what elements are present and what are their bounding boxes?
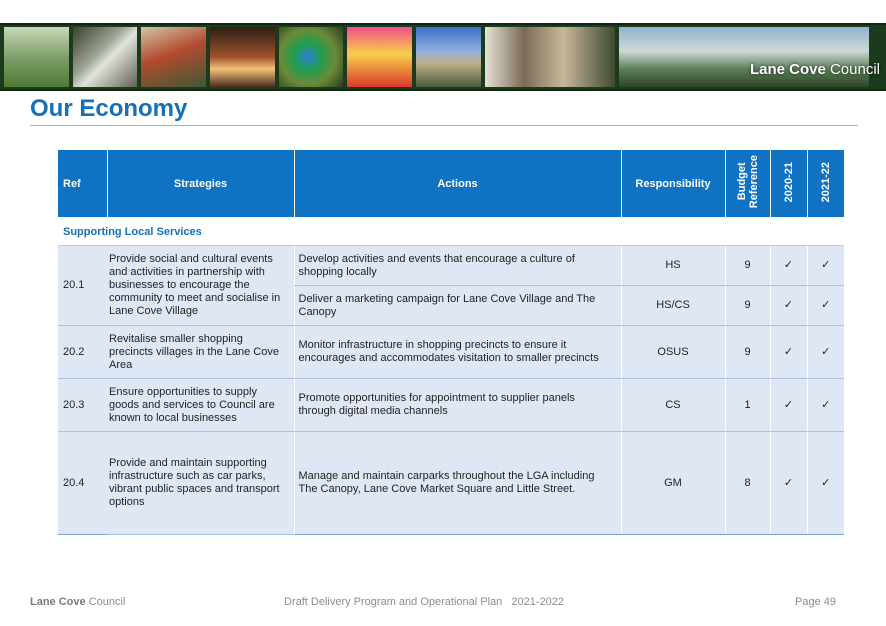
action-cell: Develop activities and events that encourage a culture of shopping locally [294,246,621,286]
year1-check: ✓ [770,286,807,326]
header-year-2020-21 [770,150,807,217]
waterfall-photo [73,27,137,87]
building-photo [416,27,481,87]
header-banner [0,23,886,91]
ref-cell: 20.2 [58,326,107,379]
table-header-row [58,150,844,217]
responsibility-cell: OSUS [621,326,725,379]
lorikeet-photo [279,27,343,87]
dancer-photo [347,27,412,87]
budget-cell: 8 [725,432,770,535]
title-divider [30,125,858,126]
footer-page-number: Page 49 [795,596,836,608]
section-title: Supporting Local Services [58,217,844,246]
year2-check: ✓ [807,286,844,326]
budget-cell: 9 [725,246,770,286]
responsibility-cell: GM [621,432,725,535]
dining-photo [210,27,275,87]
strategy-cell: Ensure opportunities to supply goods and services to Council are known to local businesses [107,379,294,432]
header-budget-label: Budget Reference [735,155,760,209]
header-year2-label: 2021-22 [819,161,832,203]
year2-check: ✓ [807,326,844,379]
page-title: Our Economy [30,95,188,122]
responsibility-cell: HS [621,246,725,286]
action-cell: Promote opportunities for appointment to supplier panels through digital media channels [294,379,621,432]
year1-check: ✓ [770,326,807,379]
table-row [58,379,844,432]
table-row [58,326,844,379]
harbour-photo [619,27,869,87]
year2-check: ✓ [807,379,844,432]
brand-bold: Lane Cove [749,61,826,78]
budget-cell: 9 [725,286,770,326]
budget-cell: 1 [725,379,770,432]
brand-light: Council [829,61,880,78]
header-ref: Ref [58,150,107,217]
table-row [58,246,844,286]
year1-check: ✓ [770,432,807,535]
strategy-cell: Provide and maintain supporting infrastructure such as car parks, vibrant public spaces and transport options [107,432,294,535]
council-logo-text [750,61,880,78]
action-cell: Monitor infrastructure in shopping precincts to ensure it encourages and accommodates visitation to smaller precincts [294,326,621,379]
footer-council-name [30,596,125,608]
responsibility-cell: HS/CS [621,286,725,326]
strategy-cell: Revitalise smaller shopping precincts villages in the Lane Cove Area [107,326,294,379]
action-cell: Manage and maintain carparks throughout the LGA including The Canopy, Lane Cove Market Square and Little Street. [294,432,621,535]
footer-council-light: Council [88,596,126,608]
header-actions: Actions [294,150,621,217]
economy-plan-table [58,150,844,535]
footer-document-title: Draft Delivery Program and Operational Plan 2021-2022 [284,596,565,608]
festival-photo [141,27,206,87]
header-responsibility: Responsibility [621,150,725,217]
year1-check: ✓ [770,379,807,432]
action-cell: Deliver a marketing campaign for Lane Cove Village and The Canopy [294,286,621,326]
street-scene-photo [485,27,615,87]
table-row [58,432,844,535]
year2-check: ✓ [807,432,844,535]
ref-cell: 20.1 [58,246,107,326]
header-budget-reference [725,150,770,217]
header-year1-label: 2020-21 [782,161,795,203]
ref-cell: 20.3 [58,379,107,432]
responsibility-cell: CS [621,379,725,432]
header-year-2021-22 [807,150,844,217]
section-row [58,217,844,246]
footer-council-bold: Lane Cove [30,596,86,608]
budget-cell: 9 [725,326,770,379]
strategy-cell: Provide social and cultural events and activities in partnership with businesses to encourage the community to meet and socialise in Lane Cove Village [107,246,294,326]
year2-check: ✓ [807,246,844,286]
header-strategies: Strategies [107,150,294,217]
year1-check: ✓ [770,246,807,286]
park-photo [4,27,69,87]
ref-cell: 20.4 [58,432,107,535]
